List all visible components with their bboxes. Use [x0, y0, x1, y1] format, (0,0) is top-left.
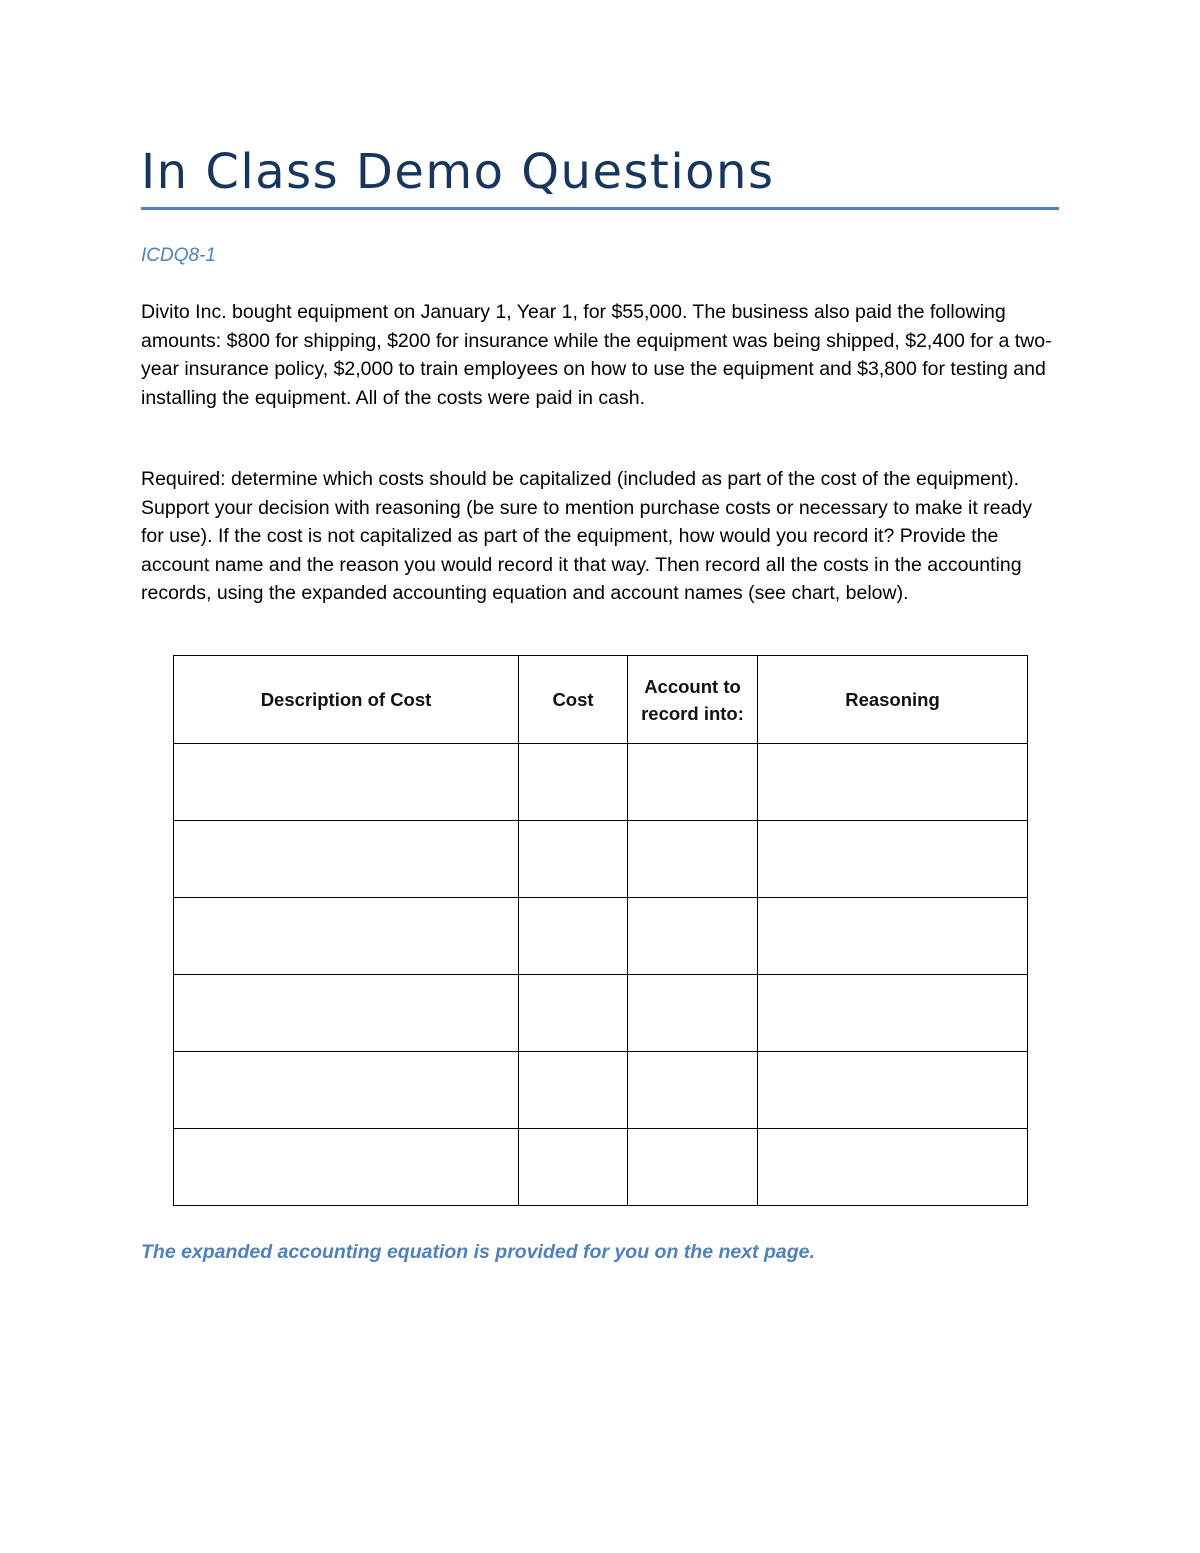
page-title: In Class Demo Questions	[141, 144, 775, 200]
header-description: Description of Cost	[174, 656, 519, 744]
table-header-row	[174, 656, 1028, 744]
table-row	[174, 1052, 1028, 1129]
cell-description[interactable]	[174, 1052, 519, 1129]
requirements-paragraph: Required: determine which costs should be capitalized (included as part of the cost of the equipment). Support your decision with reasoning (be sure to mention purchase costs or necessary to make it ready for use). If the cost is not capitalized as part of the equipment, how would you record it? Provide the account name and the reason you would record it that way. Then record all the costs in the accounting records, using the expanded accounting equation and account names (see chart, below).	[141, 468, 1032, 604]
cell-account[interactable]	[628, 975, 758, 1052]
cell-cost[interactable]	[519, 1052, 628, 1129]
title-underline	[141, 207, 1059, 210]
table-row	[174, 821, 1028, 898]
question-id: ICDQ8-1	[141, 245, 216, 266]
cell-reasoning[interactable]	[758, 1052, 1028, 1129]
cell-description[interactable]	[174, 1129, 519, 1206]
cell-cost[interactable]	[519, 975, 628, 1052]
cell-account[interactable]	[628, 1052, 758, 1129]
cell-cost[interactable]	[519, 898, 628, 975]
header-cost: Cost	[519, 656, 628, 744]
cell-reasoning[interactable]	[758, 1129, 1028, 1206]
cell-reasoning[interactable]	[758, 975, 1028, 1052]
cell-cost[interactable]	[519, 821, 628, 898]
cell-account[interactable]	[628, 821, 758, 898]
cost-table	[173, 655, 1028, 1206]
header-reasoning: Reasoning	[758, 656, 1028, 744]
header-account: Account to record into:	[628, 656, 758, 744]
table-row	[174, 1129, 1028, 1206]
cell-description[interactable]	[174, 975, 519, 1052]
cell-account[interactable]	[628, 898, 758, 975]
cell-description[interactable]	[174, 898, 519, 975]
cell-reasoning[interactable]	[758, 744, 1028, 821]
cell-description[interactable]	[174, 821, 519, 898]
cell-cost[interactable]	[519, 1129, 628, 1206]
table-row	[174, 744, 1028, 821]
cell-account[interactable]	[628, 1129, 758, 1206]
cell-account[interactable]	[628, 744, 758, 821]
cell-cost[interactable]	[519, 744, 628, 821]
cell-reasoning[interactable]	[758, 898, 1028, 975]
table-row	[174, 975, 1028, 1052]
cell-reasoning[interactable]	[758, 821, 1028, 898]
problem-paragraph: Divito Inc. bought equipment on January 1, Year 1, for $55,000. The business also paid the following amounts: $800 for shipping, $200 for insurance while the equipment was being shipped, $2,400 for a two-year insurance policy, $2,000 to train employees on how to use the equipment and $3,800 for testing and installing the equipment. All of the costs were paid in cash.	[141, 301, 1052, 409]
table-row	[174, 898, 1028, 975]
cell-description[interactable]	[174, 744, 519, 821]
footer-note: The expanded accounting equation is provided for you on the next page.	[141, 1241, 815, 1263]
